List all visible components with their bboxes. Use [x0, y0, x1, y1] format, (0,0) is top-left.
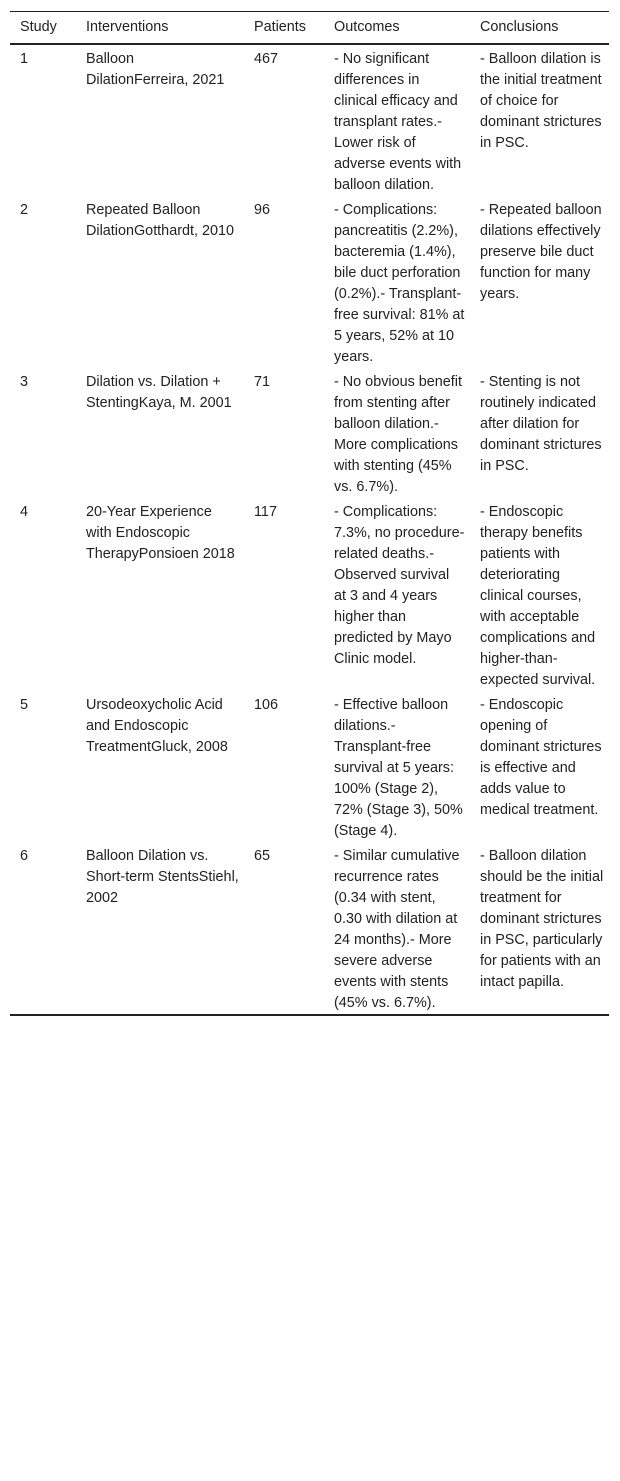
cell-study: 6 — [20, 848, 29, 864]
cell-interventions: Ursodeoxycholic Acid and Endoscopic TreatmentGluck, 2008 — [86, 697, 228, 755]
header-patients: Patients — [254, 19, 306, 35]
table-header — [10, 12, 609, 45]
table-row — [10, 691, 609, 842]
cell-outcomes: - Complications: 7.3%, no procedure-related deaths.- Observed survival at 3 and 4 years higher than predicted by Mayo Clinic model. — [334, 504, 465, 667]
cell-conclusions: - Endoscopic therapy benefits patients with deteriorating clinical courses, with acceptable complications and higher-than-expected survival. — [480, 504, 596, 688]
table-body — [10, 44, 609, 1015]
cell-interventions: Repeated Balloon DilationGotthardt, 2010 — [86, 202, 234, 239]
cell-interventions: 20-Year Experience with Endoscopic TherapyPonsioen 2018 — [86, 504, 235, 562]
table-row — [10, 44, 609, 196]
cell-interventions: Dilation vs. Dilation + StentingKaya, M. 2001 — [86, 374, 232, 411]
study-table-container — [10, 11, 609, 1016]
cell-outcomes: - Similar cumulative recurrence rates (0.34 with stent, 0.30 with dilation at 24 months).- More severe adverse events with stents (45% vs. 6.7%). — [334, 848, 460, 1011]
cell-study: 5 — [20, 697, 29, 713]
cell-study: 2 — [20, 202, 29, 218]
cell-patients: 467 — [254, 51, 279, 67]
cell-patients: 71 — [254, 374, 271, 390]
cell-study: 1 — [20, 51, 29, 67]
cell-patients: 117 — [254, 504, 277, 520]
table-row — [10, 498, 609, 691]
cell-interventions: Balloon DilationFerreira, 2021 — [86, 51, 225, 88]
cell-patients: 65 — [254, 848, 271, 864]
cell-interventions: Balloon Dilation vs. Short-term StentsStiehl, 2002 — [86, 848, 239, 906]
table-row — [10, 368, 609, 498]
cell-conclusions: - Repeated balloon dilations effectively preserve bile duct function for many years. — [480, 202, 602, 302]
header-interventions: Interventions — [86, 19, 169, 35]
cell-outcomes: - No obvious benefit from stenting after balloon dilation.- More complications with stenting (45% vs. 6.7%). — [334, 374, 462, 495]
cell-outcomes: - No significant differences in clinical efficacy and transplant rates.- Lower risk of adverse events with balloon dilation. — [334, 51, 462, 193]
cell-outcomes: - Effective balloon dilations.- Transplant-free survival at 5 years: 100% (Stage 2), 72% (Stage 3), 50% (Stage 4). — [334, 697, 463, 839]
cell-conclusions: - Balloon dilation is the initial treatment of choice for dominant strictures in PSC. — [480, 51, 602, 151]
cell-outcomes: - Complications: pancreatitis (2.2%), bacteremia (1.4%), bile duct perforation (0.2%).- Transplant-free survival: 81% at 5 years, 52% at 10 years. — [334, 202, 465, 365]
cell-study: 4 — [20, 504, 29, 520]
header-conclusions: Conclusions — [480, 19, 559, 35]
cell-study: 3 — [20, 374, 29, 390]
header-row — [10, 12, 609, 45]
cell-conclusions: - Stenting is not routinely indicated after dilation for dominant strictures in PSC. — [480, 374, 602, 474]
cell-conclusions: - Endoscopic opening of dominant strictures is effective and adds value to medical treatment. — [480, 697, 602, 818]
header-outcomes: Outcomes — [334, 19, 400, 35]
header-study: Study — [20, 19, 57, 35]
table-row — [10, 196, 609, 368]
cell-conclusions: - Balloon dilation should be the initial treatment for dominant strictures in PSC, particularly for patients with an intact papilla. — [480, 848, 604, 990]
table-row — [10, 842, 609, 1015]
cell-patients: 106 — [254, 697, 279, 713]
cell-patients: 96 — [254, 202, 271, 218]
study-table — [10, 11, 609, 1016]
